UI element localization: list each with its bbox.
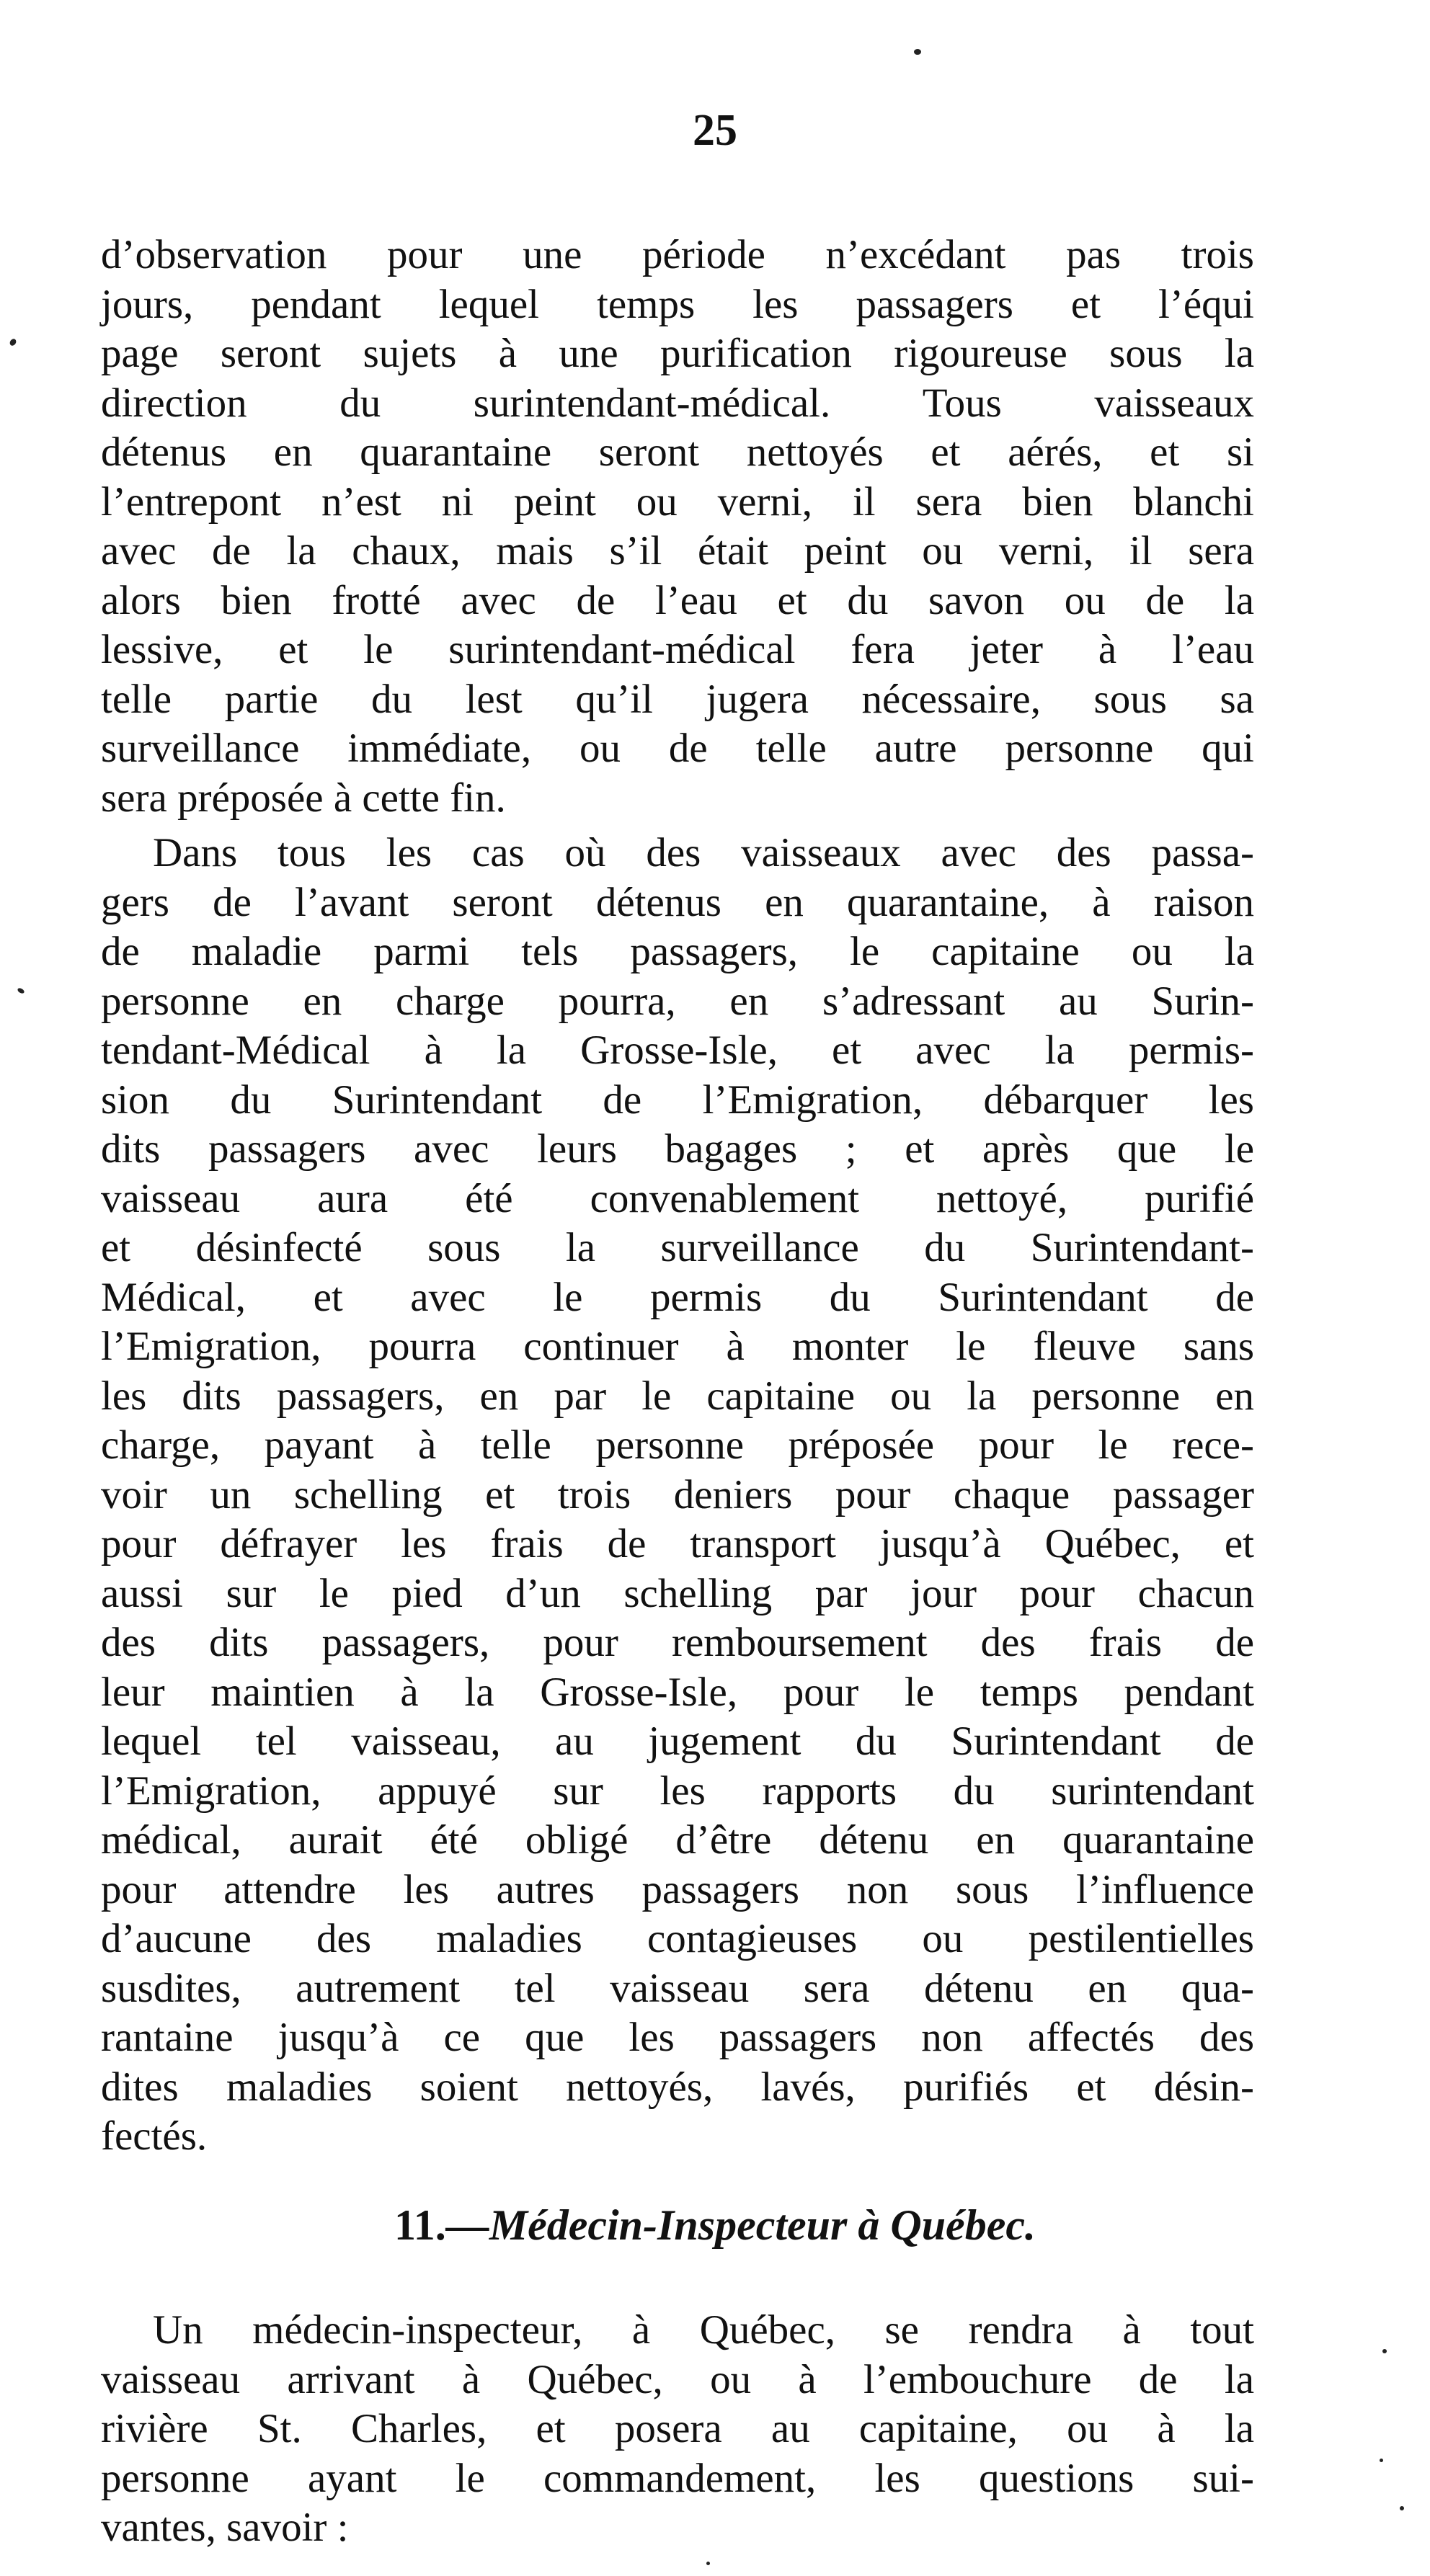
- ink-speck: [17, 987, 25, 994]
- ink-speck: [1380, 2459, 1383, 2462]
- text-line: de maladie parmi tels passagers, le capitaine ou la: [101, 929, 1254, 974]
- text-line: médical, aurait été obligé d’être détenu en quarantaine: [101, 1817, 1254, 1863]
- ink-speck: [9, 338, 17, 347]
- text-line: voir un schelling et trois deniers pour chaque passager: [101, 1471, 1254, 1517]
- text-line: et désinfecté sous la surveillance du Surintendant-: [101, 1225, 1254, 1270]
- text-line: l’Emigration, appuyé sur les rapports du surintendant: [101, 1768, 1254, 1814]
- paragraph-3: [101, 2306, 1254, 2553]
- text-line: page seront sujets à une purification rigoureuse sous la: [101, 331, 1254, 376]
- text-line: personne ayant le commandement, les questions sui-: [101, 2455, 1254, 2501]
- text-line: des dits passagers, pour remboursement des frais de: [101, 1620, 1254, 1665]
- text-line: alors bien frotté avec de l’eau et du savon ou de la: [101, 577, 1254, 623]
- text-line: jours, pendant lequel temps les passagers et l’équi: [101, 281, 1254, 327]
- text-line: direction du surintendant-médical. Tous vaisseaux: [101, 380, 1254, 426]
- paragraph-2: [101, 829, 1254, 2162]
- text-line: sion du Surintendant de l’Emigration, débarquer les: [101, 1077, 1254, 1123]
- text-line: personne en charge pourra, en s’adressant au Surin-: [101, 978, 1254, 1024]
- text-line: détenus en quarantaine seront nettoyés et aérés, et si: [101, 429, 1254, 475]
- ink-speck: [706, 2562, 710, 2565]
- text-line: pour attendre les autres passagers non sous l’influence: [101, 1866, 1254, 1912]
- text-line: sera préposée à cette fin.: [101, 775, 506, 821]
- section-heading: [0, 2203, 1430, 2247]
- text-line: fectés.: [101, 2113, 208, 2159]
- text-line: rivière St. Charles, et posera au capitaine, ou à la: [101, 2406, 1254, 2451]
- text-line: gers de l’avant seront détenus en quarantaine, à raison: [101, 879, 1254, 925]
- text-line: l’Emigration, pourra continuer à monter le fleuve sans: [101, 1324, 1254, 1369]
- ink-speck: [1400, 2506, 1404, 2510]
- text-line: aussi sur le pied d’un schelling par jour pour chacun: [101, 1570, 1254, 1616]
- text-line: vaisseau arrivant à Québec, ou à l’embouchure de la: [101, 2356, 1254, 2402]
- text-line: charge, payant à telle personne préposée pour le rece-: [101, 1422, 1254, 1468]
- text-line: vaisseau aura été convenablement nettoyé, purifié: [101, 1175, 1254, 1221]
- text-line: dites maladies soient nettoyés, lavés, purifiés et désin-: [101, 2064, 1254, 2110]
- text-line: surveillance immédiate, ou de telle autre personne qui: [101, 726, 1254, 771]
- text-line: pour défrayer les frais de transport jusqu’à Québec, et: [101, 1521, 1254, 1566]
- section-title: —Médecin-Inspecteur à Québec.: [445, 2201, 1036, 2249]
- text-line: tendant-Médical à la Grosse-Isle, et avec la permis-: [101, 1028, 1254, 1073]
- text-line: d’observation pour une période n’excédant pas trois: [101, 232, 1254, 277]
- text-line: dits passagers avec leurs bagages ; et après que le: [101, 1126, 1254, 1172]
- ink-speck: [914, 49, 921, 55]
- text-line: Médical, et avec le permis du Surintendant de: [101, 1274, 1254, 1320]
- text-line: avec de la chaux, mais s’il était peint ou verni, il sera: [101, 528, 1254, 574]
- text-line: leur maintien à la Grosse-Isle, pour le temps pendant: [101, 1669, 1254, 1715]
- text-line: d’aucune des maladies contagieuses ou pestilentielles: [101, 1916, 1254, 1961]
- text-line: lessive, et le surintendant-médical fera jeter à l’eau: [101, 627, 1254, 672]
- text-line: rantaine jusqu’à ce que les passagers non affectés des: [101, 2015, 1254, 2060]
- text-line: Dans tous les cas où des vaisseaux avec des passa-: [153, 830, 1254, 875]
- text-line: telle partie du lest qu’il jugera nécessaire, sous sa: [101, 676, 1254, 722]
- text-line: susdites, autrement tel vaisseau sera détenu en qua-: [101, 1965, 1254, 2011]
- page-number: 25: [693, 106, 737, 155]
- text-line: l’entrepont n’est ni peint ou verni, il sera bien blanchi: [101, 478, 1254, 525]
- ink-speck: [1382, 2349, 1387, 2353]
- text-line: lequel tel vaisseau, au jugement du Surintendant de: [101, 1719, 1254, 1764]
- text-line: les dits passagers, en par le capitaine ou la personne en: [101, 1373, 1254, 1419]
- text-line: Un médecin-inspecteur, à Québec, se rendra à tout: [153, 2307, 1254, 2353]
- section-number: 11.: [394, 2201, 446, 2249]
- text-line: vantes, savoir :: [101, 2505, 349, 2550]
- paragraph-1: [101, 231, 1254, 823]
